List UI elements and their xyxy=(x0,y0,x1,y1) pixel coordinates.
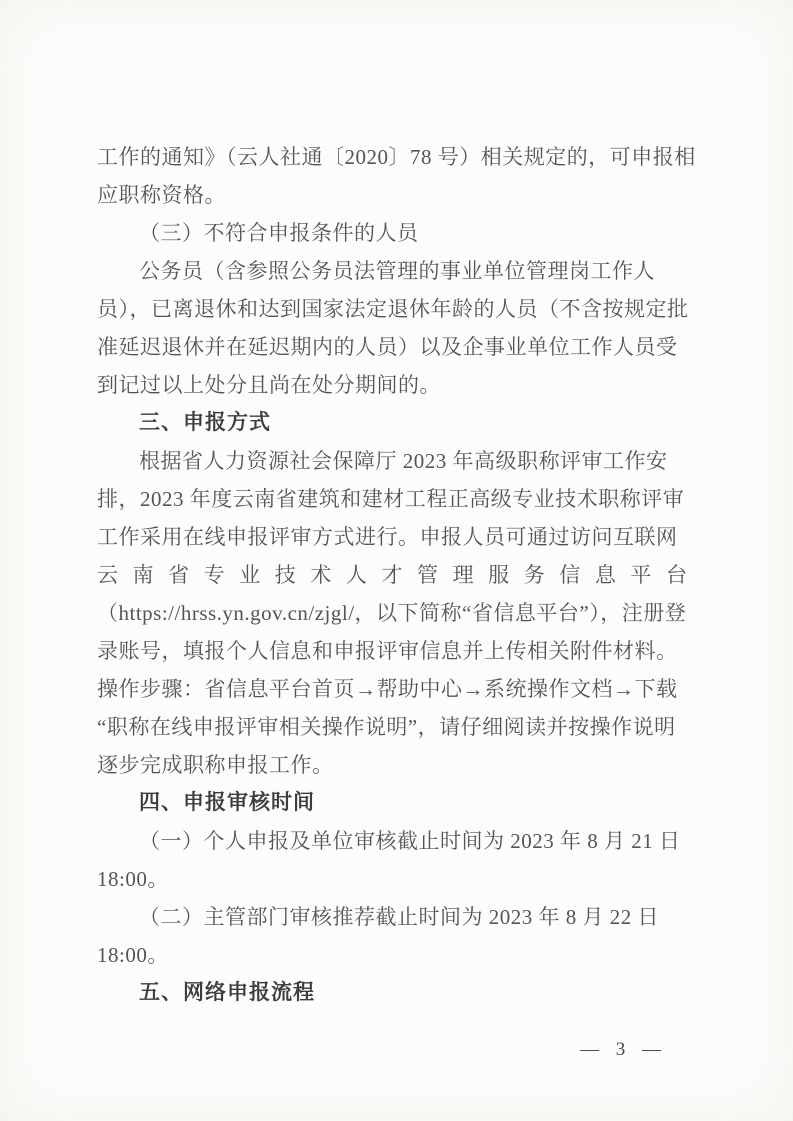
text-line: 18:00。 xyxy=(97,943,169,967)
text-line: （二）主管部门审核推荐截止时间为 2023 年 8 月 22 日 xyxy=(139,905,659,929)
text-line: 员），已离退休和达到国家法定退休年龄的人员（不含按规定批 xyxy=(97,297,689,321)
text-line: 公务员（含参照公务员法管理的事业单位管理岗工作人 xyxy=(139,259,655,283)
text-line: 操作步骤：省信息平台首页→帮助中心→系统操作文档→下载 xyxy=(97,677,678,701)
text-line: 工作采用在线申报评审方式进行。申报人员可通过访问互联网 xyxy=(97,525,678,549)
text-line: “职称在线申报评审相关操作说明”，请仔细阅读并按操作说明 xyxy=(97,715,676,739)
text-line: 根据省人力资源社会保障厅 2023 年高级职称评审工作安 xyxy=(139,449,668,473)
text-line: 排，2023 年度云南省建筑和建材工程正高级专业技术职称评审 xyxy=(97,487,685,511)
page-number: — 3 — xyxy=(580,1039,667,1060)
text-line: （三）不符合申报条件的人员 xyxy=(139,221,419,245)
section-heading: 三、申报方式 xyxy=(139,411,271,434)
text-line: （https://hrss.yn.gov.cn/zjgl/，以下简称“省信息平台”），注册登 xyxy=(97,601,687,625)
text-line: （一）个人申报及单位审核截止时间为 2023 年 8 月 21 日 xyxy=(139,829,681,853)
text-line: 18:00。 xyxy=(97,867,169,891)
text-line: 准延迟退休并在延迟期内的人员）以及企事业单位工作人员受 xyxy=(97,335,678,359)
section-heading: 四、申报审核时间 xyxy=(139,791,315,814)
text-line: 工作的通知》（云人社通〔2020〕78 号）相关规定的，可申报相 xyxy=(97,145,696,169)
section-heading: 五、网络申报流程 xyxy=(139,981,315,1004)
text-line: 录账号，填报个人信息和申报评审信息并上传相关附件材料。 xyxy=(97,639,678,663)
text-line: 应职称资格。 xyxy=(97,183,226,207)
text-line: 云南省专业技术人才管理服务信息平台 xyxy=(97,563,689,587)
text-line: 到记过以上处分且尚在处分期间的。 xyxy=(97,373,441,397)
text-line: 逐步完成职称申报工作。 xyxy=(97,753,334,777)
document-body xyxy=(97,138,696,1012)
